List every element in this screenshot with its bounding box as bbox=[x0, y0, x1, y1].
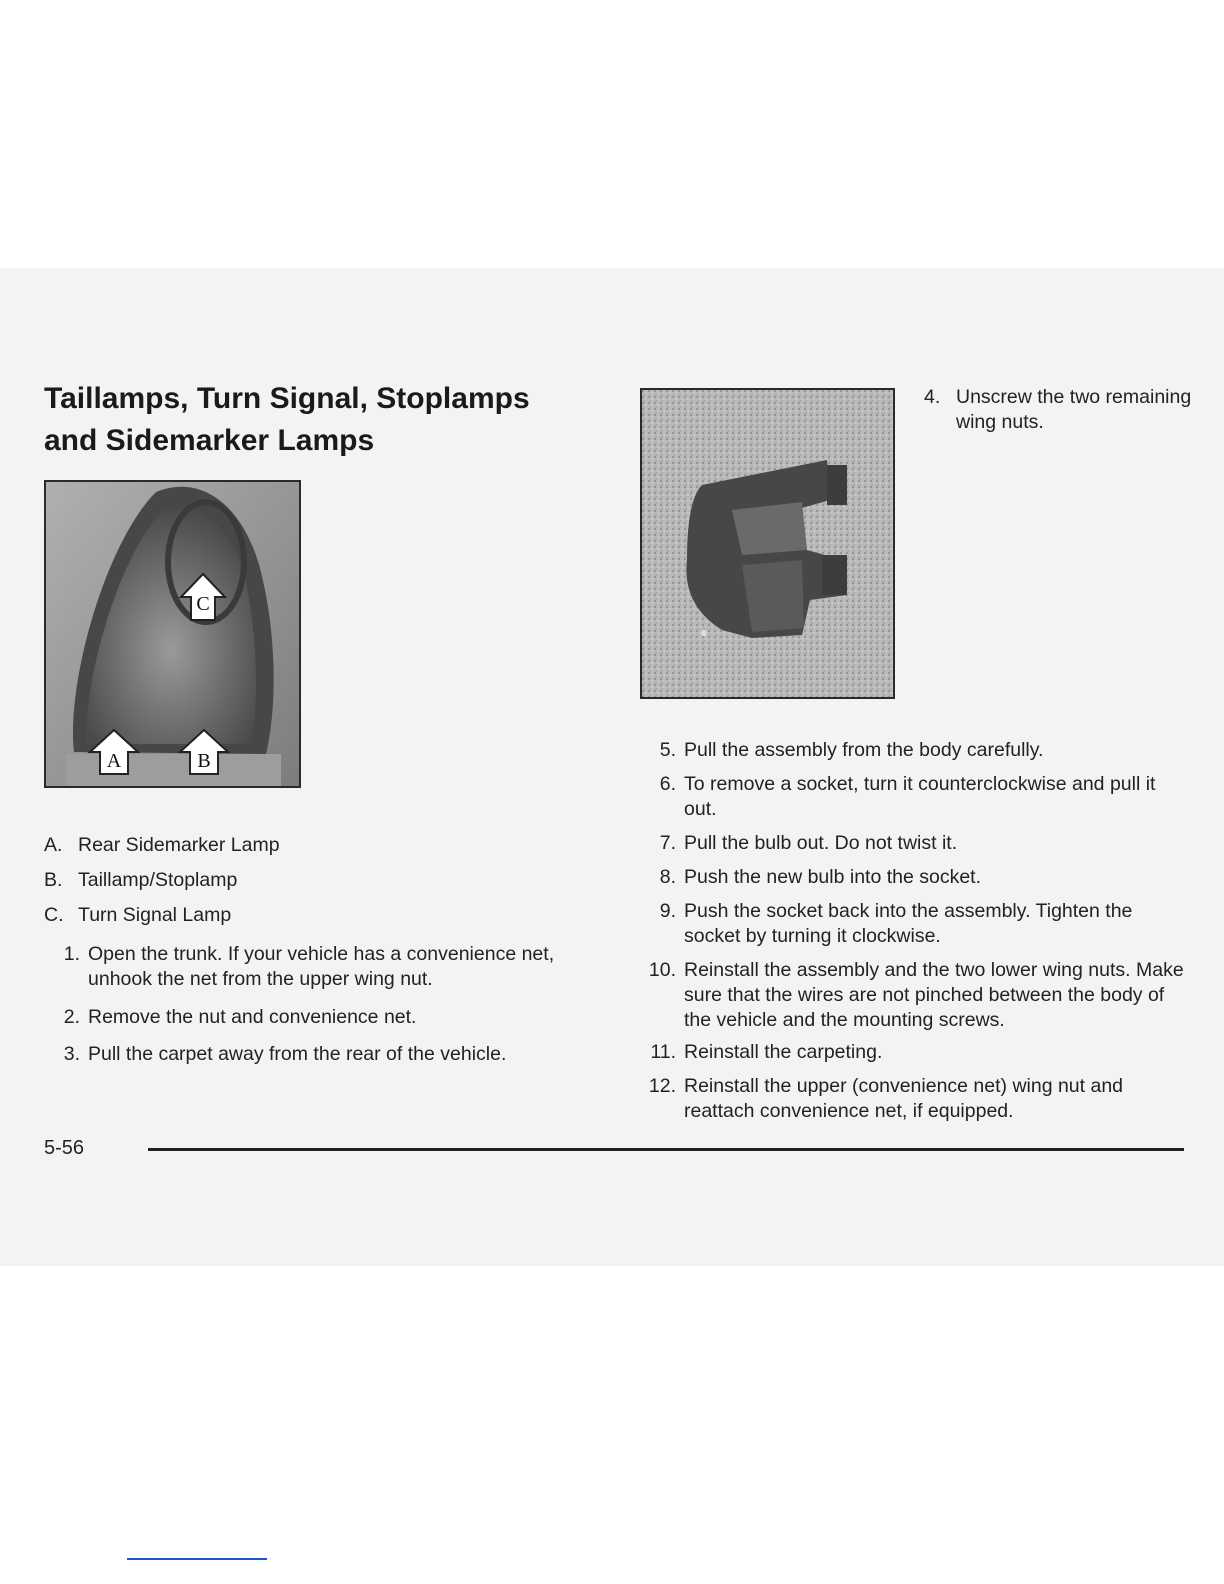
step-number: 11. bbox=[650, 1041, 676, 1063]
socket-assembly-figure bbox=[640, 388, 895, 699]
legend-key: B. bbox=[44, 869, 63, 891]
step-text: Reinstall the assembly and the two lower wing nuts. Make sure that the wires are not pinched between the body of the vehicle and the mounting screws. bbox=[684, 959, 1184, 1031]
legend-text: Turn Signal Lamp bbox=[78, 904, 232, 926]
step-number: 8. bbox=[659, 866, 676, 888]
step-number: 4. bbox=[924, 386, 941, 408]
section-title-line-1: Taillamps, Turn Signal, Stoplamps bbox=[44, 382, 530, 415]
legend-text: Rear Sidemarker Lamp bbox=[78, 834, 280, 856]
step-text: Pull the bulb out. Do not twist it. bbox=[684, 832, 958, 854]
step-text: To remove a socket, turn it counterclockwise and pull it out. bbox=[684, 773, 1156, 820]
section-title-line-2: and Sidemarker Lamps bbox=[44, 424, 375, 457]
legend-key: A. bbox=[44, 834, 63, 856]
step-text: Pull the carpet away from the rear of the vehicle. bbox=[88, 1043, 507, 1065]
step-number: 2. bbox=[63, 1006, 80, 1028]
step-number: 7. bbox=[659, 832, 676, 854]
page-number: 5-56 bbox=[44, 1137, 85, 1159]
legend-key: C. bbox=[44, 904, 64, 926]
step-text: Open the trunk. If your vehicle has a convenience net, unhook the net from the upper wing nut. bbox=[88, 943, 555, 990]
step-number: 12. bbox=[648, 1075, 676, 1097]
callout-b-label: B bbox=[197, 750, 211, 772]
step-text: Remove the nut and convenience net. bbox=[88, 1006, 417, 1028]
callout-a-label: A bbox=[106, 750, 122, 772]
callout-c-label: C bbox=[196, 593, 210, 615]
step-text: Reinstall the carpeting. bbox=[684, 1041, 883, 1063]
step-number: 1. bbox=[63, 943, 80, 965]
link-underline bbox=[127, 1558, 267, 1560]
step-number: 3. bbox=[63, 1043, 80, 1065]
step-text: Push the socket back into the assembly. Tighten the socket by turning it clockwise. bbox=[684, 900, 1133, 947]
step-text: Unscrew the two remaining wing nuts. bbox=[956, 386, 1192, 433]
section-title bbox=[44, 378, 604, 462]
legend-text: Taillamp/Stoplamp bbox=[78, 869, 238, 891]
step-text: Pull the assembly from the body carefully. bbox=[684, 739, 1044, 761]
step-text: Push the new bulb into the socket. bbox=[684, 866, 982, 888]
step-number: 5. bbox=[659, 739, 676, 761]
step-number: 9. bbox=[659, 900, 676, 922]
taillamp-figure bbox=[44, 480, 301, 788]
step-text: Reinstall the upper (convenience net) wing nut and reattach convenience net, if equipped. bbox=[684, 1075, 1124, 1122]
step-number: 10. bbox=[648, 959, 676, 981]
step-number: 6. bbox=[659, 773, 676, 795]
footer-rule bbox=[148, 1148, 1184, 1151]
